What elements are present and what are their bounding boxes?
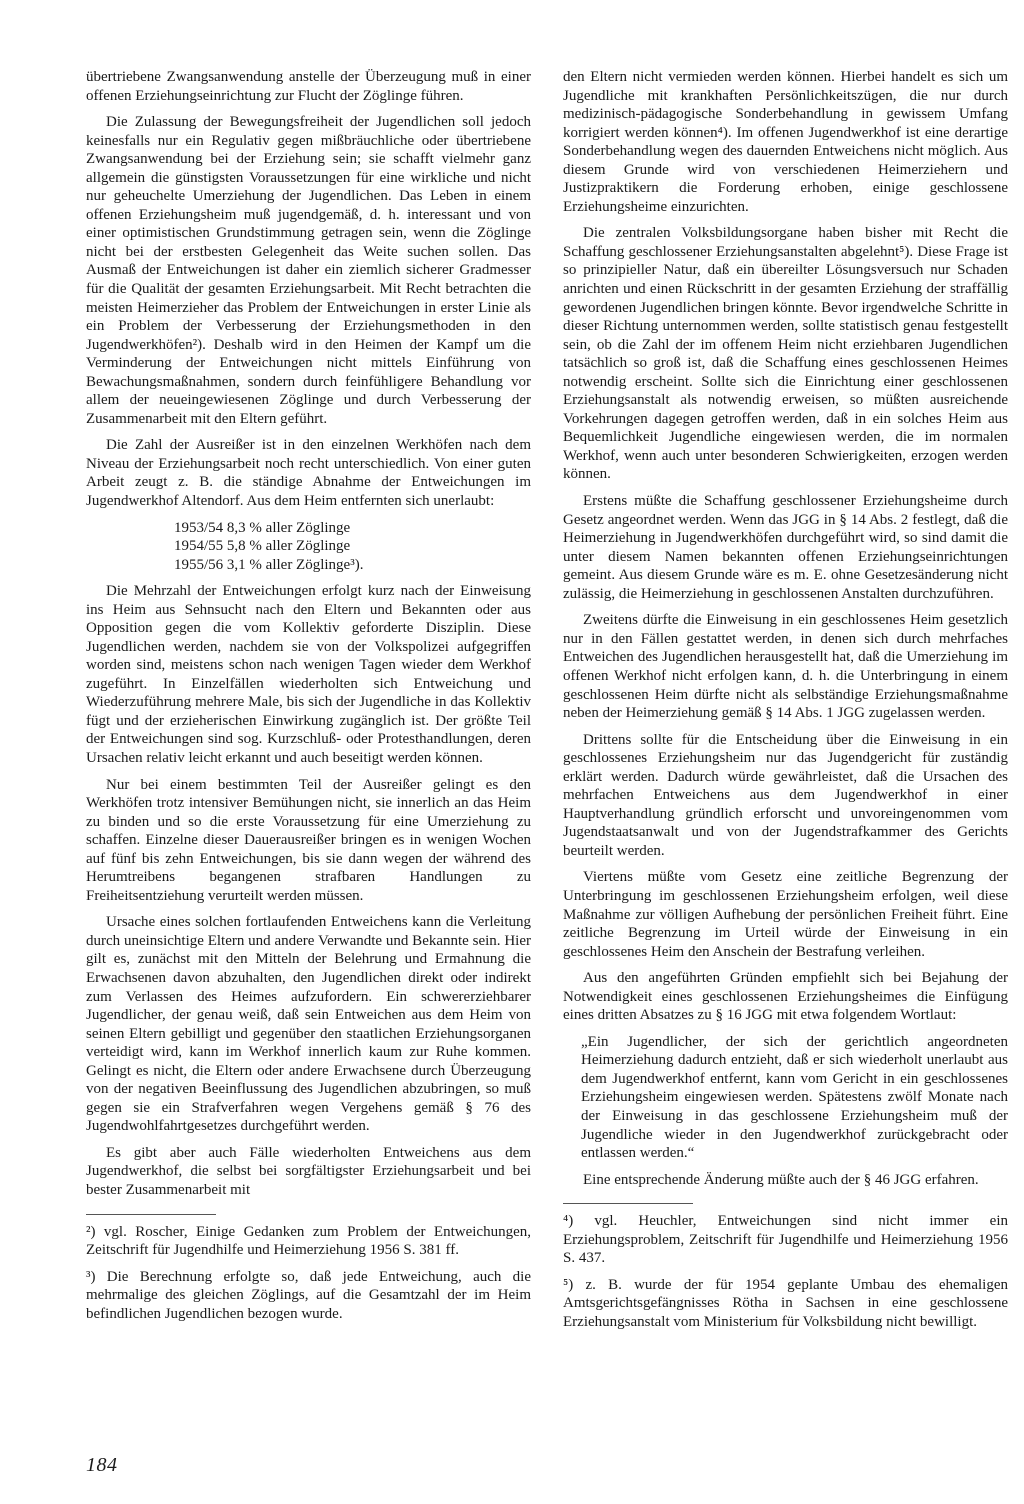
paragraph: Die Zulassung der Bewegungsfreiheit der Jugendlichen soll jedoch keinesfalls nur ein Regulativ gegen mißbräuchliche oder übertriebene Zwangsanwendung bei der Erziehung sein; sie schafft vielmehr ganz allgemein die günstigsten Voraussetzungen für eine wirkliche und nicht nur geheuchelte Umerziehung der Jugendlichen. Das Leben in einem offenen Erziehungsheim muß jugendgemäß, d. h. interessant und von einer optimistischen Grundstimmung getragen sein, wenn die Zöglinge nicht bei der erstbesten Gelegenheit das Weite suchen sollen. Das Ausmaß der Entweichungen ist daher ein ziemlich sicherer Gradmesser für die Qualität der gesamten Erziehungsarbeit. Mit Recht betrachten die meisten Heimerzieher das Problem der Entweichungen in erster Linie als ein Problem der Verbesserung der Erziehungsmethoden in den Jugendwerkhöfen²). Deshalb wird in den Heimen der Kampf um die Verminderung der Entweichungen nicht mittels Einführung von Bewachungsmaßnahmen, sondern durch feinfühligere Behandlung vor allem der neueingewiesenen Zöglinge und durch Verbesserung der Zusammenarbeit mit den Eltern geführt. [86, 114, 531, 427]
paragraph: Die Mehrzahl der Entweichungen erfolgt kurz nach der Einweisung ins Heim aus Sehnsucht nach den Eltern und Bekannten oder aus Opposition gegen die vom Kollektiv geforderte Disziplin. Diese Jugendlichen werden, nachdem sie von der Volkspolizei aufgegriffen worden sind, meistens schon nach wenigen Tagen wieder dem Werkhof zugeführt. In Einzelfällen wiederholten sich Entweichung und Wiederzuführung mehrere Male, bis sich der Jugendliche in das Kollektiv fügt und der erzieherischen Einwirkung zugänglich ist. Der größte Teil der Entweichungen sind sog. Kurzschluß- oder Protesthandlungen, deren Ursachen relativ leicht erkannt und auch beseitigt werden können. [86, 583, 531, 766]
footnote: ³) Die Berechnung erfolgte so, daß jede Entweichung, auch die mehrmalige des gleichen Zöglings, auf die Gesamtzahl der im Heim befindlichen Jugendlichen bezogen wurde. [86, 1268, 531, 1322]
paragraph: Die Zahl der Ausreißer ist in den einzelnen Werkhöfen nach dem Niveau der Erziehungsarbeit noch recht unterschiedlich. Von einer guten Arbeit zeugt z. B. die ständige Abnahme der Entweichungen im Jugendwerkhof Altendorf. Aus dem Heim entfernten sich unerlaubt: [86, 437, 531, 510]
statistics-line: 1955/56 3,1 % aller Zöglinge³). [174, 556, 364, 573]
footnote: ⁵) z. B. wurde der für 1954 geplante Umbau des ehemaligen Amtsgerichtsgefängnisses Rötha in Sachsen in eine geschlossene Erziehungsanstalt vom Ministerium für Volksbildung nicht bewilligt. [563, 1276, 1008, 1330]
statistics-list [86, 519, 531, 575]
paragraph: Eine entsprechende Änderung müßte auch der § 46 JGG erfahren. [583, 1171, 979, 1188]
left-column [86, 68, 531, 1331]
statistics-line: 1954/55 5,8 % aller Zöglinge [174, 538, 351, 555]
paragraph: Zweitens dürfte die Einweisung in ein geschlossenes Heim gesetzlich nur in den Fällen gestattet werden, in denen sich durch mehrfaches Entweichen des Jugendlichen herausgestellt hat, daß die Umerziehung im offenen Werkhof nicht erfolgen kann, d. h. die Unterbringung in einem geschlossenen Heim dürfte nicht als selbständige Erziehungsmaßnahme neben der Heimerziehung gemäß § 14 Abs. 1 JGG zugelassen werden. [563, 612, 1008, 722]
paragraph: Ursache eines solchen fortlaufenden Entweichens kann die Verleitung durch uneinsichtige Eltern und andere Verwandte und Bekannte sein. Hier gilt es, zunächst mit den Mitteln der Belehrung und Ermahnung die Erwachsenen davon abzuhalten, den Jugendlichen direkt oder indirekt zum Verlassen des Heimes aufzufordern. Ein schwererziehbarer Jugendlicher, der genau weiß, daß sein Entweichen aus dem Heim von seinen Eltern gebilligt und gegenüber den staatlichen Erziehungsorganen verteidigt wird, kann im Werkhof innerlich kaum zur Ruhe kommen. Gelingt es nicht, die Eltern oder andere Erwachsene durch Überzeugung von der negativen Beeinflussung des Jugendlichen abzubringen, so muß gegen sie ein Strafverfahren wegen Vergehens gemäß § 76 des Jugendwohlfahrtgesetzes durchgeführt werden. [86, 914, 531, 1135]
footnote-divider [86, 1214, 216, 1215]
quote-text: „Ein Jugendlicher, der sich der gerichtlich angeordneten Heimerziehung dadurch entzieht, daß er sich wiederholt unerlaubt aus dem Jugendwerkhof entfernt, kann vom Gericht in ein geschlossenes Erziehungsheim eingewiesen werden. Spätestens zwölf Monate nach der Einweisung in das geschlossene Erziehungsheim muß der Jugendliche wieder in den Jugendwerkhof zurückgebracht oder entlassen werden.“ [581, 1033, 1008, 1162]
paragraph: Erstens müßte die Schaffung geschlossener Erziehungsheime durch Gesetz angeordnet werden. Wenn das JGG in § 14 Abs. 2 festlegt, daß die Heimerziehung in Jugendwerkhöfen durchgeführt wird, so sind damit die unter diesem Namen bekannten offenen Erziehungseinrichtungen gemeint. Aus diesem Grunde wäre es m. E. ohne Gesetzesänderung nicht zulässig, die Heimerziehung in geschlossenen Anstalten durchzuführen. [563, 493, 1008, 602]
proposed-law-quote [563, 1033, 1008, 1163]
paragraph: Aus den angeführten Gründen empfiehlt sich bei Bejahung der Notwendigkeit eines geschlossenen Erziehungsheimes die Einfügung eines dritten Absatzes zu § 16 JGG mit etwa folgendem Wortlaut: [563, 970, 1008, 1024]
right-column [563, 68, 1008, 1339]
paragraph: Drittens sollte für die Entscheidung über die Einweisung in ein geschlossenes Erziehungsheim nur das Jugendgericht für zuständig erklärt werden. Dadurch würde gewährleistet, daß die Ursachen des mehrfachen Entweichens aus dem Jugendwerkhof in einer Hauptverhandlung gründlich erforscht und unvoreingenommen vom Jugendstaatsanwalt und von der Jugendstrafkammer des Gerichts beurteilt werden. [563, 731, 1008, 859]
paragraph: übertriebene Zwangsanwendung anstelle der Überzeugung muß in einer offenen Erziehungseinrichtung zur Flucht der Zöglinge führen. [86, 69, 531, 104]
statistics-line: 1953/54 8,3 % aller Zöglinge [174, 519, 351, 536]
page-number: 184 [86, 1454, 118, 1476]
paragraph: Es gibt aber auch Fälle wiederholten Entweichens aus dem Jugendwerkhof, die selbst bei sorgfältigster Erziehungsarbeit und bei bester Zusammenarbeit mit [86, 1144, 531, 1199]
footnote: ²) vgl. Roscher, Einige Gedanken zum Problem der Entweichungen, Zeitschrift für Jugendhilfe und Heimerziehung 1956 S. 381 ff. [86, 1223, 531, 1259]
paragraph: Viertens müßte vom Gesetz eine zeitliche Begrenzung der Unterbringung im geschlossenen Erziehungsheim erfolgen, weil diese Maßnahme zur völligen Aufhebung der persönlichen Freiheit führt. Eine zeitliche Begrenzung im Urteil würde der Einweisung in ein geschlossenes Heim den Anschein der Bestrafung verleihen. [563, 869, 1008, 960]
footnote: ⁴) vgl. Heuchler, Entweichungen sind nicht immer ein Erziehungsproblem, Zeitschrift für Jugendhilfe und Heimerziehung 1956 S. 437. [563, 1213, 1008, 1267]
footnote-divider [563, 1203, 693, 1204]
paragraph: Nur bei einem bestimmten Teil der Ausreißer gelingt es den Werkhöfen trotz intensiver Bemühungen nicht, sie innerlich an das Heim zu binden und so die erste Voraussetzung für eine Umerziehung zu schaffen. Einzelne dieser Dauerausreißer bringen es in wenigen Wochen auf fünf bis zehn Entweichungen, bis sie dann wegen der während des Herumtreibens begangenen strafbaren Handlungen zu Freiheitsentziehung verurteilt werden müssen. [86, 776, 531, 904]
paragraph: Die zentralen Volksbildungsorgane haben bisher mit Recht die Schaffung geschlossener Erziehungsanstalten abgelehnt⁵). Diese Frage ist so prinzipieller Natur, daß ein übereilter Lösungsversuch nur Schaden anrichten und einen Rückschritt in der gesamten Erziehung der straffällig gewordenen Jugendlichen bringen könnte. Bevor irgendwelche Schritte in dieser Richtung unternommen werden, sollte statistisch genau festgestellt sein, ob die Zahl der im offenem Heim nicht erziehbaren Jugendlichen tatsächlich so groß ist, daß die Schaffung eines geschlossenen Heimes notwendig erscheint. Sollte sich die Einrichtung einer geschlossenen Erziehungsanstalt als notwendig erweisen, so müßten ausreichende Vorkehrungen dagegen getroffen werden, daß in ein solches Heim aus Bequemlichkeit Jugendliche eingewiesen werden, die im normalen Werkhof, wenn auch unter besonderen Schwierigkeiten, erzogen werden können. [563, 225, 1008, 483]
paragraph: den Eltern nicht vermieden werden können. Hierbei handelt es sich um Jugendliche mit krankhaften Persönlichkeitszügen, die nur durch medizinisch-pädagogische Sonderbehandlung in gewissem Umfang korrigiert werden können⁴). Im offenen Jugendwerkhof ist eine derartige Sonderbehandlung wegen des dauernden Entweichens nicht möglich. Aus diesem Grunde wird von verschiedenen Heimerziehern und Justizpraktikern die Forderung erhoben, einige geschlossene Erziehungsheime einzurichten. [563, 69, 1008, 215]
